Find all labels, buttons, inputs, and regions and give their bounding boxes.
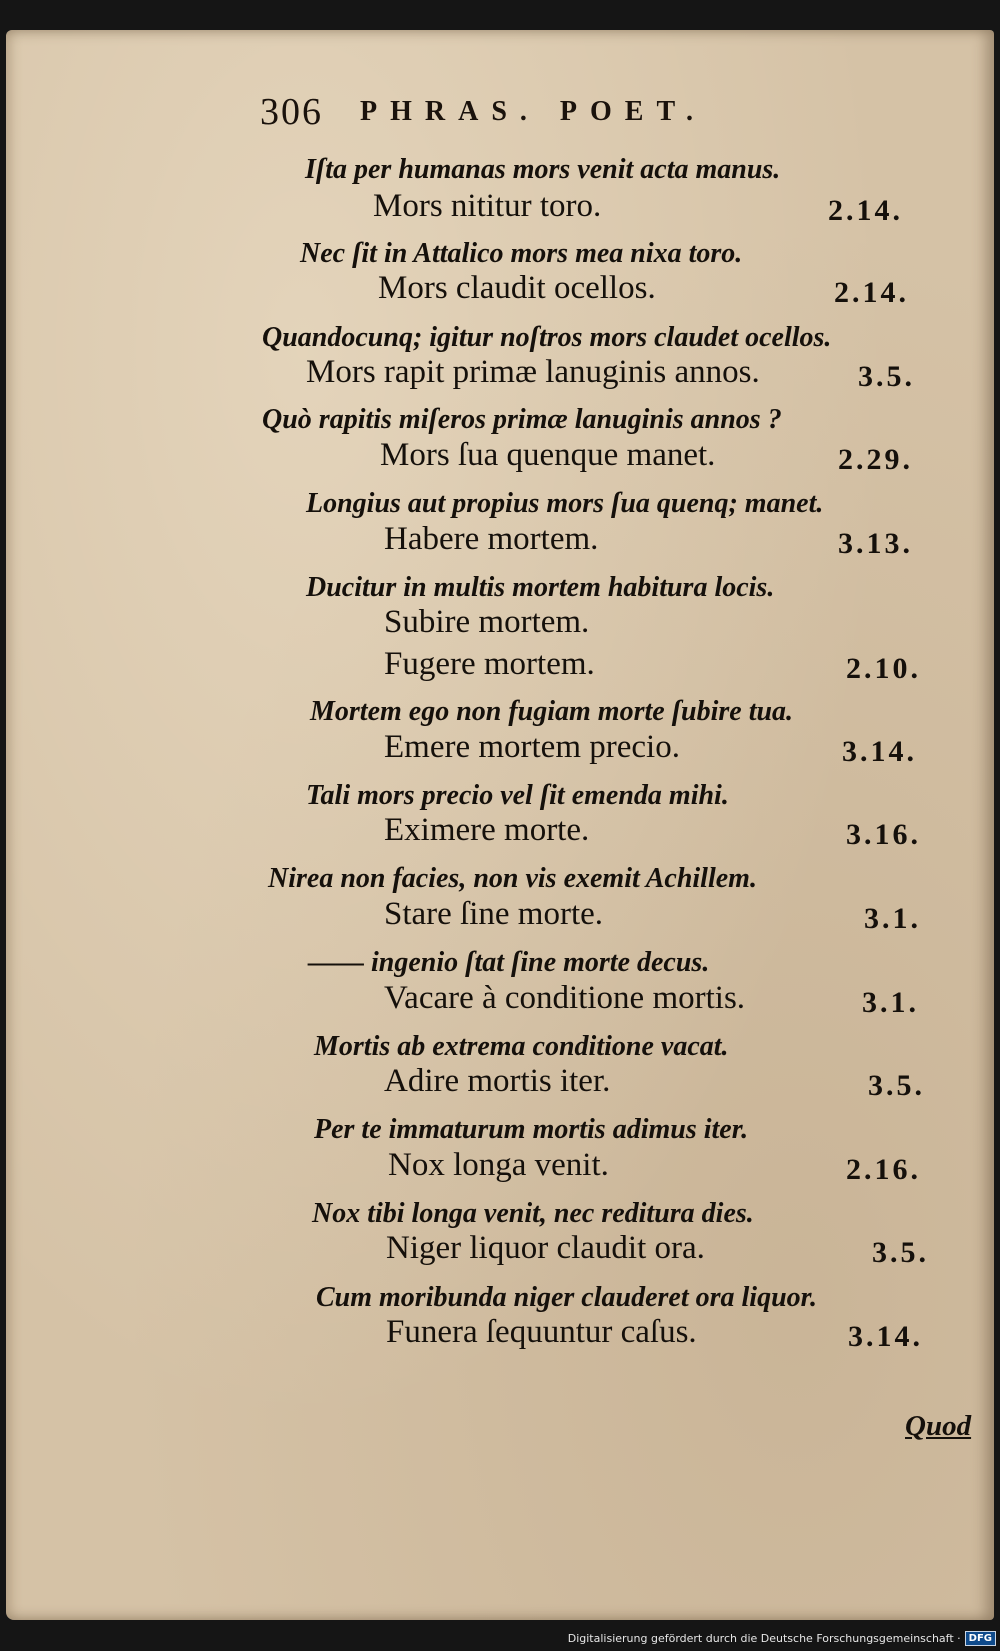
phrase-heading: Habere mortem. (384, 521, 599, 557)
verse-line: Quò rapitis miſeros primæ lanuginis annos ? (262, 404, 782, 435)
reference-number: 2.29. (838, 443, 913, 476)
phrase-heading: Adire mortis iter. (384, 1063, 611, 1099)
verse-line: Mortem ego non fugiam morte ſubire tua. (310, 696, 794, 727)
phrase-heading: Emere mortem precio. (384, 729, 680, 765)
text-line (0, 521, 1000, 565)
verse-line: Longius aut propius mors ſua quenq; manet. (306, 488, 824, 519)
reference-number: 3.14. (842, 735, 917, 768)
verse-line: —— ingenio ſtat ſine morte decus. (308, 947, 710, 978)
text-line (0, 270, 1000, 314)
text-line (0, 1147, 1000, 1191)
reference-number: 2.16. (846, 1153, 921, 1186)
phrase-heading: Subire mortem. (384, 604, 590, 640)
phrase-heading: Mors rapit primæ lanuginis annos. (306, 354, 760, 390)
reference-number: 3.13. (838, 527, 913, 560)
phrase-heading: Eximere morte. (384, 812, 590, 848)
text-line (0, 646, 1000, 690)
phrase-heading: Nox longa venit. (388, 1147, 609, 1183)
text-line (0, 857, 1000, 901)
text-line (0, 980, 1000, 1024)
verse-line: Mortis ab extrema conditione vacat. (314, 1031, 729, 1062)
verse-line: Quandocunq; igitur noſtros mors claudet ocellos. (262, 322, 832, 353)
reference-number: 3.5. (872, 1236, 929, 1269)
reference-number: 2.14. (828, 194, 903, 227)
reference-number: 2.10. (846, 652, 921, 685)
phrase-heading: Mors ſua quenque manet. (380, 437, 716, 473)
phrase-heading: Vacare à conditione mortis. (384, 980, 746, 1016)
phrase-heading: Niger liquor claudit ora. (386, 1230, 705, 1266)
text-line (0, 188, 1000, 232)
text-line (0, 812, 1000, 856)
phrase-heading: Mors claudit ocellos. (378, 270, 656, 306)
verse-line: Tali mors precio vel ſit emenda mihi. (306, 780, 729, 811)
reference-number: 3.16. (846, 818, 921, 851)
text-line (0, 437, 1000, 481)
text-line (0, 398, 1000, 442)
phrase-heading: Mors nititur toro. (373, 188, 602, 224)
text-line (0, 896, 1000, 940)
page-number: 306 (260, 91, 323, 133)
text-line (0, 1108, 1000, 1152)
catchword: Quod (905, 1410, 972, 1442)
verse-line: Nec ſit in Attalico mors mea nixa toro. (300, 238, 743, 269)
page-header (260, 90, 820, 134)
verse-line: Cum moribunda niger clauderet ora liquor. (316, 1282, 817, 1313)
verse-line: Ducitur in multis mortem habitura locis. (306, 572, 775, 603)
running-title: PHRAS. POET. (360, 96, 707, 127)
reference-number: 3.5. (868, 1069, 925, 1102)
reference-number: 3.1. (864, 902, 921, 935)
text-line (0, 941, 1000, 985)
text-line (0, 1314, 1000, 1358)
reference-number: 2.14. (834, 276, 909, 309)
text-line (0, 354, 1000, 398)
phrase-heading: Stare ſine morte. (384, 896, 604, 932)
phrase-heading: Funera ſequuntur caſus. (386, 1314, 697, 1350)
text-line (0, 148, 1000, 192)
phrase-heading: Fugere mortem. (384, 646, 595, 682)
verse-line: Nox tibi longa venit, nec reditura dies. (312, 1198, 754, 1229)
reference-number: 3.1. (862, 986, 919, 1019)
text-line (0, 729, 1000, 773)
text-line (0, 604, 1000, 648)
verse-line: Iſta per humanas mors venit acta manus. (305, 154, 781, 185)
verse-line: Nirea non facies, non vis exemit Achillem. (268, 863, 757, 894)
verse-line: Per te immaturum mortis adimus iter. (314, 1114, 749, 1145)
text-line (0, 1063, 1000, 1107)
text-line (0, 482, 1000, 526)
credit-text: Digitalisierung gefördert durch die Deutsche Forschungsgemeinschaft · (567, 1631, 961, 1645)
text-line (0, 1230, 1000, 1274)
reference-number: 3.14. (848, 1320, 923, 1353)
reference-number: 3.5. (858, 360, 915, 393)
digitization-credit (568, 1629, 996, 1647)
text-line (0, 690, 1000, 734)
dfg-logo: DFG (965, 1631, 996, 1646)
